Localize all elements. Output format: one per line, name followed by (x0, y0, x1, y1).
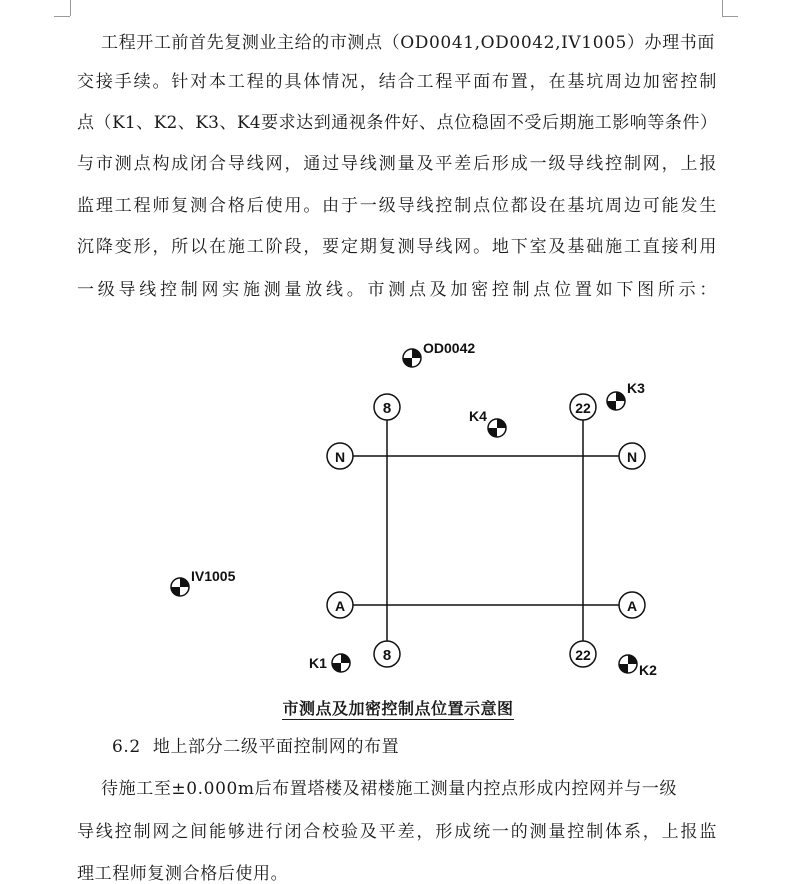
survey-point-marker-K2 (619, 655, 637, 673)
paragraph-line: 工程开工前首先复测业主给的市测点（OD0041,OD0042,IV1005）办理书面 (77, 33, 715, 53)
point-label-OD0042: OD0042 (423, 340, 476, 356)
survey-point-marker-K3 (607, 392, 625, 410)
axis-bubble-A-right (619, 592, 645, 618)
paragraph-line: 交接手续。针对本工程的具体情况，结合工程平面布置，在基坑周边加密控制 (77, 72, 717, 92)
survey-point-marker-IV1005 (171, 578, 189, 596)
survey-point-marker-K4 (488, 419, 506, 437)
paragraph-line: 点（K1、K2、K3、K4要求达到通视条件好、点位稳固不受后期施工影响等条件） (77, 113, 717, 133)
axis-bubble-8-bottom (374, 641, 400, 667)
axis-bubble-22-bottom (570, 641, 596, 667)
point-label-K4: K4 (469, 408, 487, 424)
axis-bubble-22-top (570, 394, 596, 420)
axis-bubble-8-top (374, 394, 400, 420)
svg-text:A: A (626, 598, 638, 614)
paragraph-line: 监理工程师复测合格后使用。由于一级导线控制点位都设在基坑周边可能发生 (77, 196, 717, 216)
point-label-K1: K1 (309, 655, 327, 671)
paragraph-line: 与市测点构成闭合导线网，通过导线测量及平差后形成一级导线控制网，上报 (77, 154, 717, 174)
section-heading: 6.2 地上部分二级平面控制网的布置 (112, 737, 400, 757)
svg-text:N: N (334, 449, 346, 465)
axis-bubble-A-left (327, 592, 353, 618)
paragraph-line: 一级导线控制网实施测量放线。市测点及加密控制点位置如下图所示： (77, 280, 717, 300)
survey-point-marker-K1 (332, 654, 350, 672)
figure-caption: 市测点及加密控制点位置示意图 (282, 699, 514, 718)
svg-text:8: 8 (382, 400, 392, 417)
svg-text:A: A (334, 598, 346, 614)
svg-text:8: 8 (382, 647, 392, 664)
svg-text:N: N (626, 449, 638, 465)
point-label-K2: K2 (639, 662, 657, 678)
paragraph-line: 理工程师复测合格后使用。 (77, 864, 289, 884)
paragraph-line: 导线控制网之间能够进行闭合校验及平差，形成统一的测量控制体系，上报监 (77, 822, 717, 842)
point-label-K3: K3 (627, 380, 645, 396)
point-label-IV1005: IV1005 (191, 568, 236, 584)
survey-point-marker-OD0042 (403, 349, 421, 367)
svg-text:22: 22 (575, 647, 591, 663)
axis-bubble-N-right (619, 443, 645, 469)
axis-bubble-N-left (327, 443, 353, 469)
svg-text:22: 22 (575, 400, 591, 416)
paragraph-line: 沉降变形，所以在施工阶段，要定期复测导线网。地下室及基础施工直接利用 (77, 237, 717, 257)
paragraph-line: 待施工至±0.000m后布置塔楼及裙楼施工测量内控点形成内控网并与一级 (77, 779, 678, 799)
